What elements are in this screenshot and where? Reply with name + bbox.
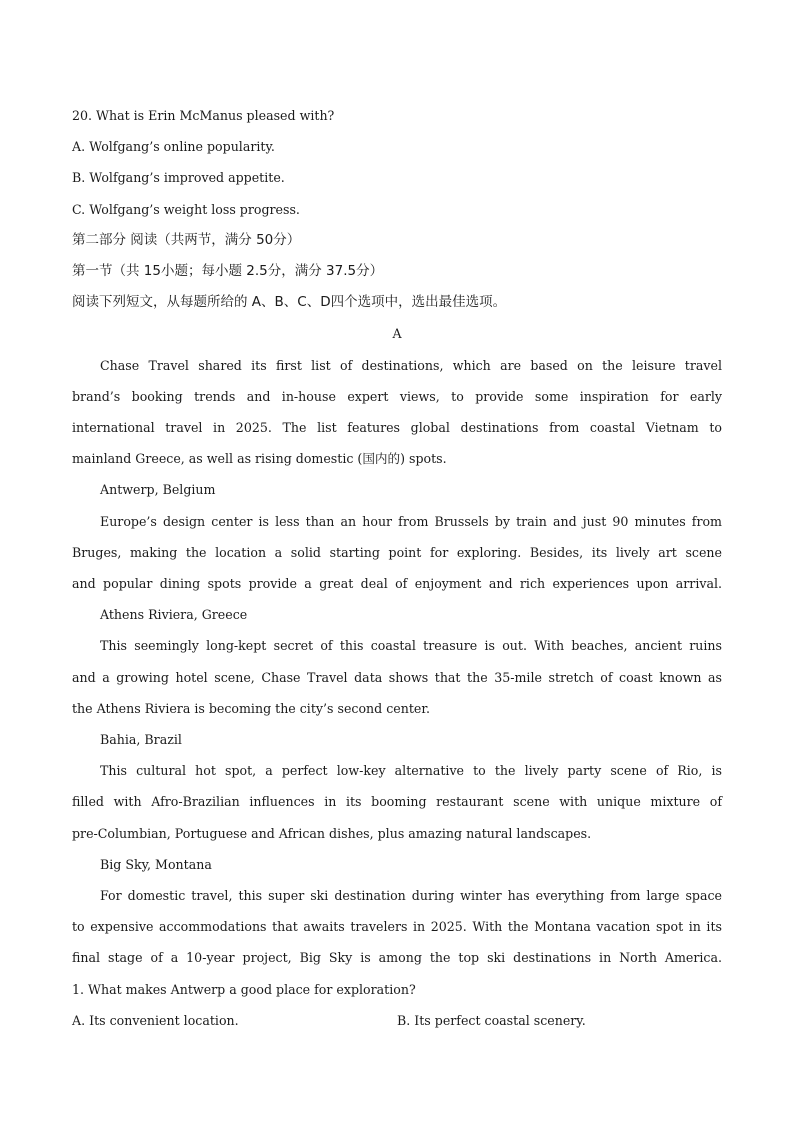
destination-heading: Athens Riviera, Greece [100, 607, 248, 623]
question-20-option-a: A. Wolfgang’s online popularity. [72, 139, 275, 155]
destination-text-line: Bruges, making the location a solid starting point for exploring. Besides, its lively art scene [72, 544, 722, 560]
question-20-option-c: C. Wolfgang’s weight loss progress. [72, 201, 300, 217]
destination-text-line: the Athens Riviera is becoming the city’s second center. [72, 700, 430, 716]
passage-intro-line: brand’s booking trends and in-house expert views, to provide some inspiration for early [72, 388, 722, 404]
destination-heading: Antwerp, Belgium [100, 482, 216, 498]
passage-label: A [392, 326, 402, 342]
passage-intro-line: Chase Travel shared its first list of destinations, which are based on the leisure travel [100, 357, 722, 373]
question-1-options [72, 1005, 722, 1036]
question-20-stem: 20. What is Erin McManus pleased with? [72, 108, 335, 123]
destination-text-line: filled with Afro-Brazilian influences in its booming restaurant scene with unique mixture of [72, 794, 722, 810]
passage-intro-line: international travel in 2025. The list features global destinations from coastal Vietnam to [72, 420, 722, 436]
destination-text-line: This cultural hot spot, a perfect low-key alternative to the lively party scene of Rio, is [100, 763, 722, 779]
passage-intro-line: mainland Greece, as well as rising domestic (国内的) spots. [72, 451, 447, 467]
question-1-stem: 1. What makes Antwerp a good place for exploration? [72, 981, 416, 997]
destination-text-line: to expensive accommodations that awaits travelers in 2025. With the Montana vacation spot in its [72, 919, 722, 935]
part-title: 第二部分 阅读（共两节，满分 50分） [72, 231, 301, 248]
question-20-option-b: B. Wolfgang’s improved appetite. [72, 170, 285, 186]
destination-text-line: final stage of a 10-year project, Big Sky is among the top ski destinations in North America. [72, 950, 722, 966]
destination-text-line: and a growing hotel scene, Chase Travel data shows that the 35-mile stretch of coast known as [72, 669, 722, 685]
destination-heading: Bahia, Brazil [100, 732, 182, 748]
destination-text-line: For domestic travel, this super ski destination during winter has everything from large space [100, 888, 722, 904]
destination-heading: Big Sky, Montana [100, 856, 212, 872]
question-1-option-b: B. Its perfect coastal scenery. [397, 1012, 586, 1028]
question-1-option-a: A. Its convenient location. [72, 1012, 239, 1028]
destination-text-line: and popular dining spots provide a great deal of enjoyment and rich experiences upon arrival. [72, 576, 722, 592]
destination-text-line: pre-Columbian, Portuguese and African dishes, plus amazing natural landscapes. [72, 825, 592, 841]
subsection-title: 第一节（共 15小题；每小题 2.5分，满分 37.5分） [72, 263, 384, 280]
reading-instruction: 阅读下列短文，从每题所给的 A、B、C、D四个选项中，选出最佳选项。 [72, 294, 507, 311]
destination-text-line: Europe’s design center is less than an hour from Brussels by train and just 90 minutes from [100, 513, 722, 529]
destination-text-line: This seemingly long-kept secret of this coastal treasure is out. With beaches, ancient ruins [100, 638, 722, 654]
